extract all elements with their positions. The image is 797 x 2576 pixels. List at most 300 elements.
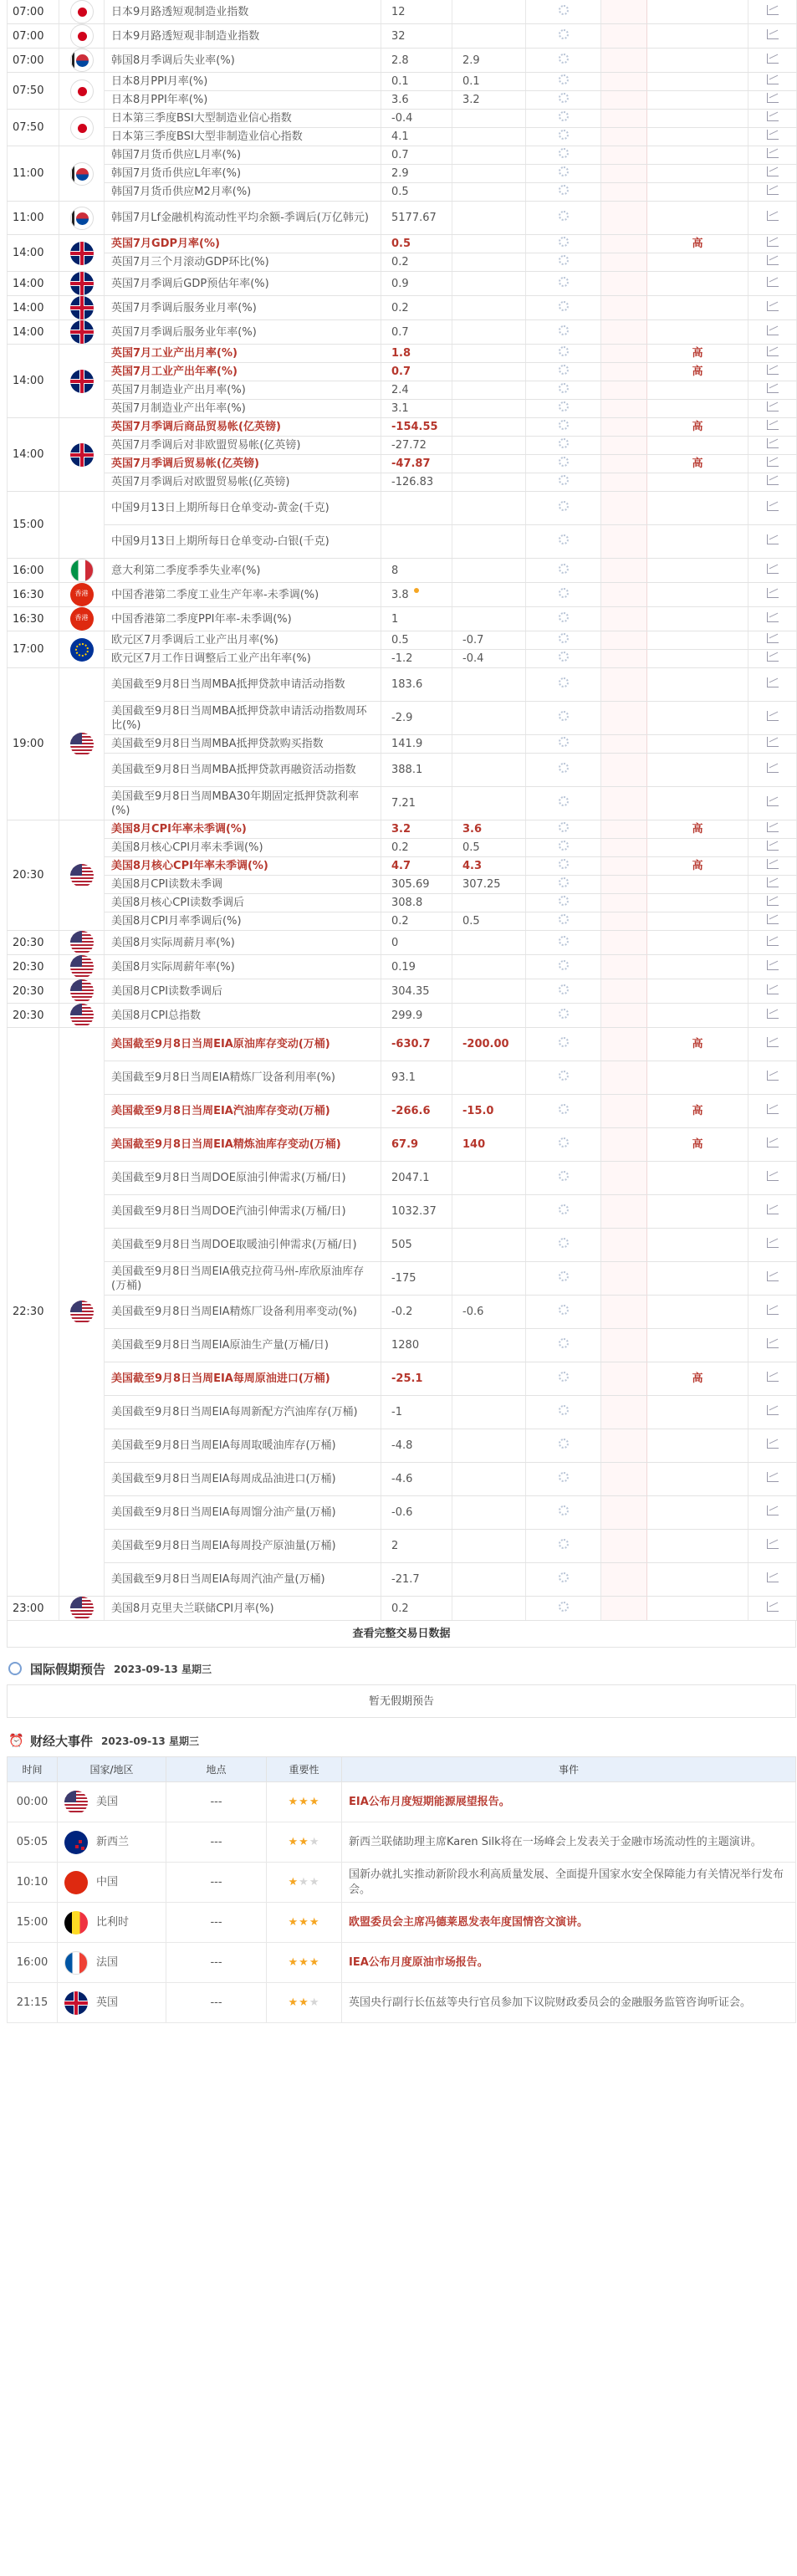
chart-cell[interactable] — [748, 931, 797, 955]
indicator-name[interactable] — [105, 754, 381, 787]
chart-icon[interactable] — [767, 5, 779, 15]
indicator-name[interactable] — [105, 668, 381, 702]
indicator-name[interactable] — [105, 525, 381, 559]
previous-value-text: 305.69 — [391, 878, 430, 891]
chart-cell[interactable] — [748, 559, 797, 583]
chart-cell[interactable] — [748, 1229, 797, 1262]
indicator-name[interactable] — [105, 165, 381, 183]
importance-label — [647, 1262, 748, 1296]
importance-label — [647, 1329, 748, 1362]
loading-icon — [559, 877, 569, 887]
chart-icon[interactable] — [767, 54, 779, 64]
flag-kr-icon — [70, 162, 94, 186]
chart-icon[interactable] — [767, 1472, 779, 1482]
chart-icon[interactable] — [767, 211, 779, 221]
chart-cell[interactable] — [748, 202, 797, 235]
indicator-name-text: 英国7月季调后GDP预估年率(%) — [111, 277, 269, 290]
indicator-name[interactable] — [105, 583, 381, 607]
event-row-description[interactable]: 国新办就扎实推动新阶段水利高质量发展、全面提升国家水安全保障能力有关情况举行发布会。 — [342, 1863, 796, 1903]
calendar-row — [8, 607, 797, 631]
indicator-name[interactable] — [105, 912, 381, 931]
event-flag — [59, 1028, 105, 1597]
chart-icon[interactable] — [767, 1602, 779, 1612]
chart-icon[interactable] — [767, 166, 779, 176]
forecast-value: -200.00 — [452, 1028, 526, 1061]
chart-icon[interactable] — [767, 914, 779, 924]
chart-icon[interactable] — [767, 859, 779, 869]
chart-icon[interactable] — [767, 1539, 779, 1549]
indicator-name[interactable] — [105, 1028, 381, 1061]
chart-cell[interactable] — [748, 1362, 797, 1396]
chart-cell[interactable] — [748, 650, 797, 668]
forecast-value — [452, 455, 526, 473]
importance-label — [647, 1496, 748, 1530]
indicator-name-text: 韩国7月货币供应L月率(%) — [111, 149, 242, 161]
previous-value — [381, 735, 452, 754]
indicator-name[interactable] — [105, 1362, 381, 1396]
chart-cell[interactable] — [748, 437, 797, 455]
chart-cell[interactable] — [748, 857, 797, 876]
impact-cell — [601, 272, 647, 296]
chart-icon[interactable] — [767, 93, 779, 103]
chart-icon[interactable] — [767, 1104, 779, 1114]
chart-icon[interactable] — [767, 588, 779, 598]
indicator-name-text: 美国截至9月8日当周EIA每周原油进口(万桶) — [111, 1372, 330, 1385]
indicator-name-text: 英国7月季调后对非欧盟贸易帐(亿英镑) — [111, 439, 301, 452]
chart-icon[interactable] — [767, 401, 779, 411]
event-row-place: --- — [166, 1782, 267, 1822]
indicator-name[interactable] — [105, 1563, 381, 1597]
indicator-name[interactable] — [105, 235, 381, 253]
chart-cell[interactable] — [748, 1195, 797, 1229]
chart-cell[interactable] — [748, 345, 797, 363]
chart-icon[interactable] — [767, 1305, 779, 1315]
chart-icon[interactable] — [767, 74, 779, 84]
chart-icon[interactable] — [767, 29, 779, 39]
actual-value — [526, 650, 601, 668]
chart-cell[interactable] — [748, 668, 797, 702]
chart-icon[interactable] — [767, 1271, 779, 1281]
chart-cell[interactable] — [748, 1563, 797, 1597]
indicator-name[interactable] — [105, 894, 381, 912]
calendar-row — [8, 931, 797, 955]
indicator-name[interactable] — [105, 296, 381, 320]
loading-icon — [559, 796, 569, 806]
indicator-name[interactable] — [105, 607, 381, 631]
indicator-name[interactable] — [105, 0, 381, 24]
chart-cell[interactable] — [748, 1061, 797, 1095]
indicator-name[interactable] — [105, 1229, 381, 1262]
chart-cell[interactable] — [748, 1396, 797, 1429]
calendar-row — [8, 73, 797, 91]
indicator-name[interactable] — [105, 183, 381, 202]
chart-icon[interactable] — [767, 130, 779, 140]
indicator-name[interactable] — [105, 1262, 381, 1296]
indicator-name[interactable] — [105, 1128, 381, 1162]
indicator-name[interactable] — [105, 1597, 381, 1621]
previous-value-text: 3.2 — [391, 823, 411, 836]
chart-cell[interactable] — [748, 146, 797, 165]
indicator-name-text: 美国8月实际周薪年率(%) — [111, 960, 235, 974]
importance-label — [647, 183, 748, 202]
indicator-name[interactable] — [105, 1463, 381, 1496]
indicator-name[interactable] — [105, 146, 381, 165]
actual-value — [526, 91, 601, 110]
chart-cell[interactable] — [748, 418, 797, 437]
indicator-name[interactable] — [105, 73, 381, 91]
chart-icon[interactable] — [767, 612, 779, 622]
actual-value — [526, 1563, 601, 1597]
indicator-name[interactable] — [105, 1530, 381, 1563]
previous-value — [381, 1597, 452, 1621]
previous-value-text: 0.5 — [391, 238, 411, 250]
event-flag — [59, 272, 105, 296]
chart-cell[interactable] — [748, 1028, 797, 1061]
impact-cell — [601, 400, 647, 418]
previous-value — [381, 202, 452, 235]
indicator-name[interactable] — [105, 857, 381, 876]
chart-icon[interactable] — [767, 365, 779, 375]
calendar-row — [8, 165, 797, 183]
chart-cell[interactable] — [748, 320, 797, 345]
indicator-name[interactable] — [105, 1162, 381, 1195]
indicator-name-text: 英国7月季调后贸易帐(亿英镑) — [111, 457, 259, 470]
indicator-name[interactable] — [105, 437, 381, 455]
previous-value-text: -4.6 — [391, 1473, 413, 1485]
chart-icon[interactable] — [767, 383, 779, 393]
indicator-name[interactable] — [105, 931, 381, 955]
previous-value — [381, 296, 452, 320]
chart-cell[interactable] — [748, 253, 797, 272]
event-row-description[interactable]: 欧盟委员会主席冯德莱恩发表年度国情咨文演讲。 — [342, 1903, 796, 1943]
chart-cell[interactable] — [748, 49, 797, 73]
chart-cell[interactable] — [748, 583, 797, 607]
chart-cell[interactable] — [748, 631, 797, 650]
star-rating-icon: ★★★ — [288, 1875, 320, 1889]
chart-cell[interactable] — [748, 0, 797, 24]
indicator-name-text: 美国截至9月8日当周MBA30年期固定抵押贷款利率(%) — [111, 790, 360, 817]
previous-value-text: -25.1 — [391, 1372, 423, 1385]
indicator-name[interactable] — [105, 272, 381, 296]
flag-cn-icon — [64, 1871, 88, 1894]
chart-cell[interactable] — [748, 1004, 797, 1028]
indicator-name[interactable] — [105, 473, 381, 492]
actual-value — [526, 979, 601, 1004]
event-row-description[interactable]: 英国央行副行长伍兹等央行官员参加下议院财政委员会的金融服务监管咨询听证会。 — [342, 1983, 796, 2023]
chart-cell[interactable] — [748, 455, 797, 473]
chart-cell[interactable] — [748, 607, 797, 631]
chart-cell[interactable] — [748, 787, 797, 820]
importance-label — [647, 1004, 748, 1028]
importance-label — [647, 525, 748, 559]
chart-icon[interactable] — [767, 1572, 779, 1582]
chart-icon[interactable] — [767, 301, 779, 311]
indicator-name-text: 中国9月13日上期所每日仓单变动-黄金(千克) — [111, 502, 330, 514]
indicator-name[interactable] — [105, 876, 381, 894]
chart-icon[interactable] — [767, 1405, 779, 1415]
indicator-name-text: 美国8月核心CPI年率未季调(%) — [111, 860, 268, 872]
indicator-name[interactable] — [105, 1195, 381, 1229]
chart-cell[interactable] — [748, 91, 797, 110]
indicator-name-text: 美国截至9月8日当周EIA每周新配方汽油库存(万桶) — [111, 1406, 358, 1418]
indicator-name[interactable] — [105, 202, 381, 235]
indicator-name[interactable] — [105, 559, 381, 583]
chart-cell[interactable] — [748, 1262, 797, 1296]
indicator-name-text: 日本8月PPI年率(%) — [111, 94, 208, 106]
actual-value — [526, 631, 601, 650]
chart-icon[interactable] — [767, 984, 779, 994]
indicator-name[interactable] — [105, 49, 381, 73]
chart-cell[interactable] — [748, 1530, 797, 1563]
event-row-description[interactable]: EIA公布月度短期能源展望报告。 — [342, 1782, 796, 1822]
chart-icon[interactable] — [767, 841, 779, 851]
star-rating-icon: ★★★ — [288, 1955, 320, 1969]
chart-cell[interactable] — [748, 492, 797, 525]
indicator-name[interactable] — [105, 381, 381, 400]
indicator-name[interactable] — [105, 820, 381, 839]
impact-cell — [601, 1195, 647, 1229]
indicator-name[interactable] — [105, 320, 381, 345]
previous-value — [381, 1429, 452, 1463]
chart-icon[interactable] — [767, 1439, 779, 1449]
chart-cell[interactable] — [748, 1429, 797, 1463]
chart-icon[interactable] — [767, 1171, 779, 1181]
indicator-name[interactable] — [105, 1396, 381, 1429]
indicator-name[interactable] — [105, 787, 381, 820]
chart-cell[interactable] — [748, 839, 797, 857]
chart-cell[interactable] — [748, 1095, 797, 1128]
country-name: 英国 — [96, 1996, 119, 2009]
previous-value-text: 2 — [391, 1540, 399, 1552]
chart-icon[interactable] — [767, 255, 779, 265]
indicator-name[interactable] — [105, 1429, 381, 1463]
chart-cell[interactable] — [748, 894, 797, 912]
chart-icon[interactable] — [767, 1372, 779, 1382]
chart-icon[interactable] — [767, 1338, 779, 1348]
indicator-name[interactable] — [105, 91, 381, 110]
chart-cell[interactable] — [748, 1463, 797, 1496]
indicator-name[interactable] — [105, 1496, 381, 1530]
actual-value — [526, 296, 601, 320]
indicator-name[interactable] — [105, 400, 381, 418]
chart-icon[interactable] — [767, 148, 779, 158]
event-flag — [59, 345, 105, 418]
previous-value — [381, 492, 452, 525]
chart-icon[interactable] — [767, 960, 779, 970]
previous-value — [381, 583, 452, 607]
calendar-row — [8, 1229, 797, 1262]
indicator-name[interactable] — [105, 702, 381, 735]
loading-icon — [559, 237, 569, 247]
chart-icon[interactable] — [767, 896, 779, 906]
indicator-name-text: 美国截至9月8日当周EIA汽油库存变动(万桶) — [111, 1105, 330, 1117]
chart-icon[interactable] — [767, 346, 779, 356]
chart-cell[interactable] — [748, 1162, 797, 1195]
country-wrap — [64, 1871, 159, 1894]
chart-icon[interactable] — [767, 457, 779, 467]
indicator-name[interactable] — [105, 1329, 381, 1362]
importance-label — [647, 24, 748, 49]
chart-cell[interactable] — [748, 955, 797, 979]
chart-icon[interactable] — [767, 185, 779, 195]
chart-cell[interactable] — [748, 1296, 797, 1329]
indicator-name[interactable] — [105, 979, 381, 1004]
chart-icon[interactable] — [767, 677, 779, 687]
impact-cell — [601, 839, 647, 857]
indicator-name[interactable] — [105, 631, 381, 650]
calendar-row — [8, 235, 797, 253]
chart-icon[interactable] — [767, 877, 779, 887]
previous-value-text: 3.8 — [391, 588, 409, 601]
chart-icon[interactable] — [767, 1505, 779, 1515]
previous-value — [381, 1128, 452, 1162]
loading-icon — [559, 211, 569, 221]
chart-cell[interactable] — [748, 1597, 797, 1621]
indicator-name[interactable] — [105, 1004, 381, 1028]
forecast-value — [452, 583, 526, 607]
indicator-name[interactable] — [105, 1296, 381, 1329]
indicator-name[interactable] — [105, 1095, 381, 1128]
actual-value — [526, 912, 601, 931]
actual-value — [526, 754, 601, 787]
actual-value — [526, 525, 601, 559]
event-time: 16:00 — [8, 559, 59, 583]
chart-icon[interactable] — [767, 111, 779, 121]
chart-cell[interactable] — [748, 363, 797, 381]
indicator-name-text: 英国7月制造业产出月率(%) — [111, 384, 246, 396]
flag-us-icon — [70, 931, 94, 954]
chart-icon[interactable] — [767, 796, 779, 806]
indicator-name[interactable] — [105, 128, 381, 146]
event-flag — [59, 668, 105, 820]
previous-value-text: 2.8 — [391, 54, 409, 67]
chart-icon[interactable] — [767, 501, 779, 511]
indicator-name-text: 英国7月工业产出年率(%) — [111, 365, 238, 378]
flag-hk-icon — [70, 607, 94, 631]
forecast-value — [452, 492, 526, 525]
forecast-value — [452, 418, 526, 437]
indicator-name[interactable] — [105, 492, 381, 525]
chart-icon[interactable] — [767, 438, 779, 448]
country-wrap — [64, 1911, 159, 1935]
chart-cell[interactable] — [748, 876, 797, 894]
indicator-name[interactable] — [105, 110, 381, 128]
chart-cell[interactable] — [748, 110, 797, 128]
chart-cell[interactable] — [748, 296, 797, 320]
chart-cell[interactable] — [748, 235, 797, 253]
chart-icon[interactable] — [767, 475, 779, 485]
chart-cell[interactable] — [748, 754, 797, 787]
chart-cell[interactable] — [748, 183, 797, 202]
chart-icon[interactable] — [767, 936, 779, 946]
chart-cell[interactable] — [748, 24, 797, 49]
indicator-name[interactable] — [105, 455, 381, 473]
previous-value-text: 3.1 — [391, 402, 409, 415]
chart-cell[interactable] — [748, 702, 797, 735]
calendar-row — [8, 455, 797, 473]
holidays-header — [7, 1653, 796, 1684]
chart-icon[interactable] — [767, 737, 779, 747]
chart-icon[interactable] — [767, 633, 779, 643]
loading-icon — [559, 1305, 569, 1315]
chart-cell[interactable] — [748, 73, 797, 91]
chart-cell[interactable] — [748, 912, 797, 931]
indicator-name[interactable] — [105, 735, 381, 754]
forecast-value — [452, 272, 526, 296]
flag-eu-icon — [70, 638, 94, 662]
chart-cell[interactable] — [748, 1329, 797, 1362]
indicator-name[interactable] — [105, 1061, 381, 1095]
view-full-data-link[interactable]: 查看完整交易日数据 — [7, 1621, 796, 1648]
actual-value — [526, 381, 601, 400]
chart-icon[interactable] — [767, 277, 779, 287]
indicator-name[interactable] — [105, 363, 381, 381]
loading-icon — [559, 633, 569, 643]
chart-cell[interactable] — [748, 979, 797, 1004]
chart-cell[interactable] — [748, 272, 797, 296]
event-row-description[interactable]: 新西兰联储助理主席Karen Silk将在一场峰会上发表关于金融市场流动性的主题演讲。 — [342, 1822, 796, 1863]
chart-cell[interactable] — [748, 128, 797, 146]
chart-cell[interactable] — [748, 1128, 797, 1162]
indicator-name[interactable] — [105, 650, 381, 668]
impact-cell — [601, 1496, 647, 1530]
chart-icon[interactable] — [767, 237, 779, 247]
chart-icon[interactable] — [767, 1204, 779, 1214]
country-wrap — [64, 1991, 159, 2015]
chart-icon[interactable] — [767, 564, 779, 574]
chart-icon[interactable] — [767, 1009, 779, 1019]
chart-cell[interactable] — [748, 1496, 797, 1530]
previous-value — [381, 272, 452, 296]
indicator-name[interactable] — [105, 345, 381, 363]
indicator-name-text: 日本第三季度BSI大型非制造业信心指数 — [111, 130, 303, 143]
chart-cell[interactable] — [748, 820, 797, 839]
chart-icon[interactable] — [767, 711, 779, 721]
indicator-name[interactable] — [105, 24, 381, 49]
chart-icon[interactable] — [767, 763, 779, 773]
chart-icon[interactable] — [767, 1238, 779, 1248]
chart-icon[interactable] — [767, 1071, 779, 1081]
chart-cell[interactable] — [748, 400, 797, 418]
indicator-name[interactable] — [105, 955, 381, 979]
indicator-name[interactable] — [105, 839, 381, 857]
chart-icon[interactable] — [767, 652, 779, 662]
indicator-name[interactable] — [105, 253, 381, 272]
chart-icon[interactable] — [767, 1137, 779, 1147]
chart-icon[interactable] — [767, 325, 779, 335]
calendar-row — [8, 1095, 797, 1128]
chart-icon[interactable] — [767, 420, 779, 430]
flag-be-icon — [64, 1911, 88, 1935]
calendar-row — [8, 1329, 797, 1362]
chart-icon[interactable] — [767, 1037, 779, 1047]
chart-icon[interactable] — [767, 822, 779, 832]
chart-icon[interactable] — [767, 534, 779, 544]
indicator-name[interactable] — [105, 418, 381, 437]
loading-icon — [559, 301, 569, 311]
impact-cell — [601, 437, 647, 455]
event-row-description[interactable]: IEA公布月度原油市场报告。 — [342, 1943, 796, 1983]
event-row-time: 16:00 — [8, 1943, 58, 1983]
forecast-value: -0.6 — [452, 1296, 526, 1329]
loading-icon — [559, 763, 569, 773]
loading-icon — [559, 365, 569, 375]
chart-cell[interactable] — [748, 381, 797, 400]
chart-cell[interactable] — [748, 165, 797, 183]
chart-cell[interactable] — [748, 525, 797, 559]
chart-cell[interactable] — [748, 735, 797, 754]
chart-cell[interactable] — [748, 473, 797, 492]
